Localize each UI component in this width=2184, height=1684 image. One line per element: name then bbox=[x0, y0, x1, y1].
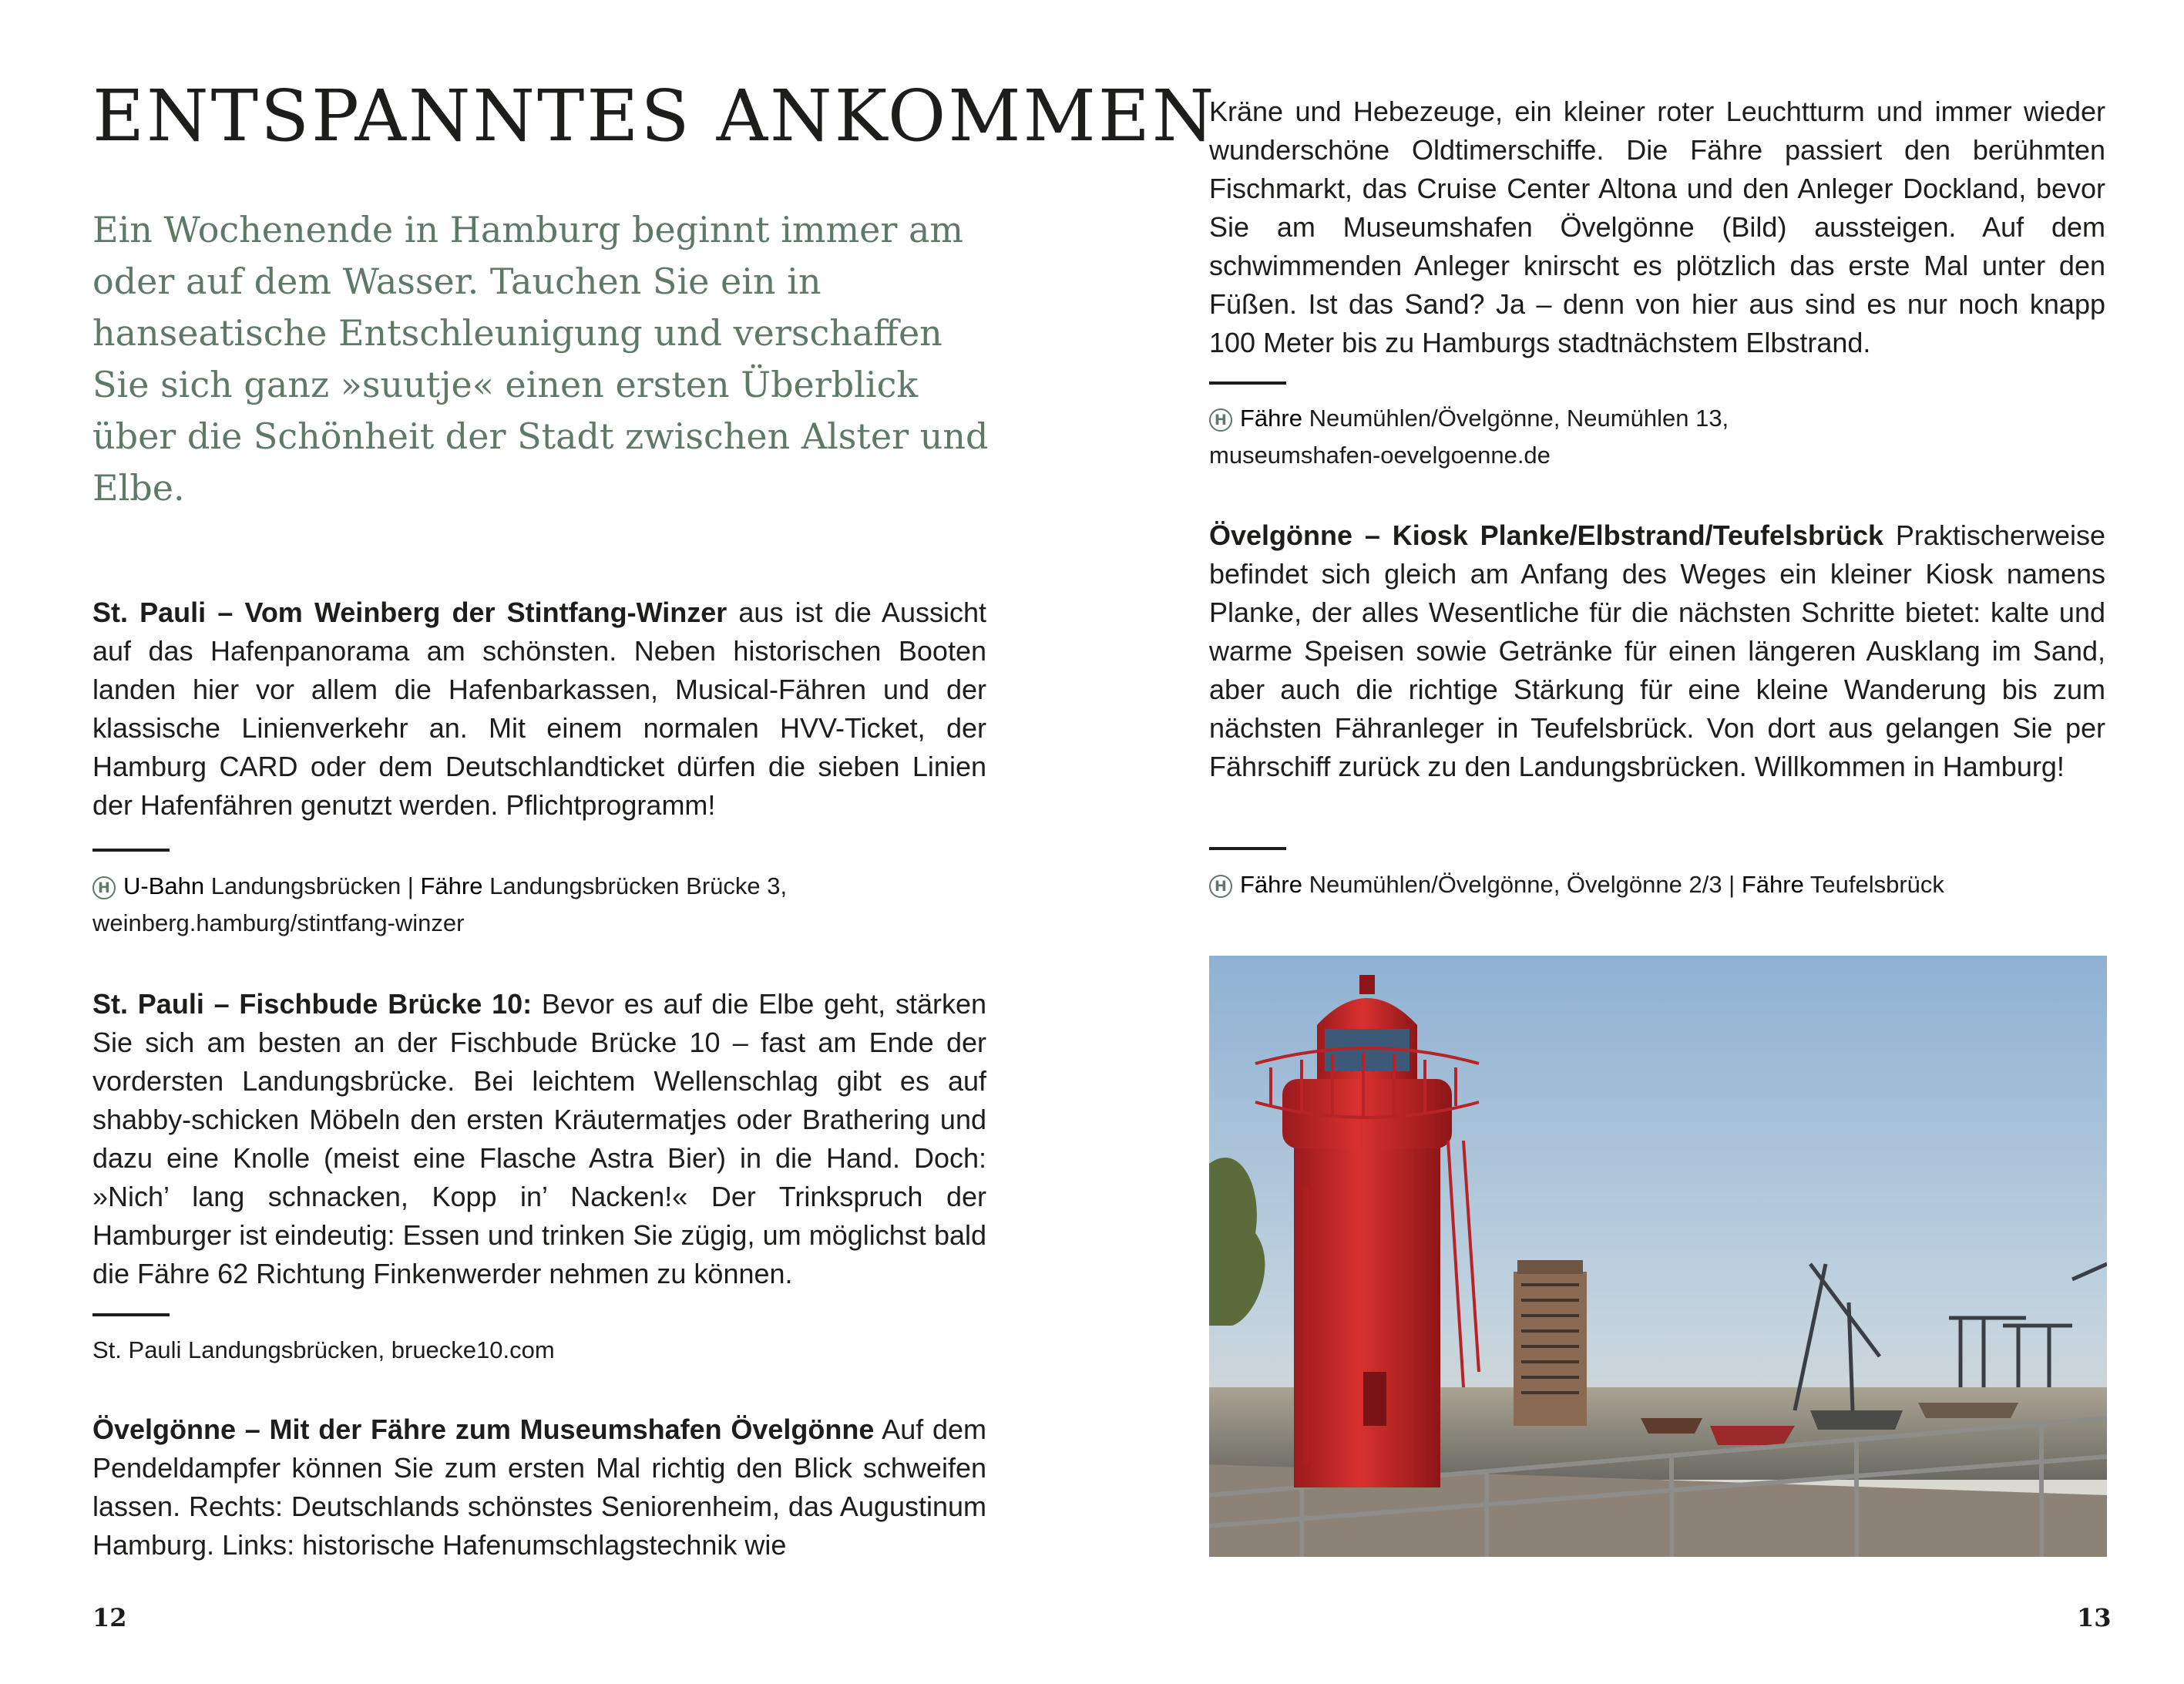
info-text: Landungsbrücken Brücke 3, bbox=[482, 872, 788, 899]
transit-h-icon: H bbox=[1209, 875, 1232, 898]
info-label-faehre: Fähre bbox=[1240, 871, 1302, 898]
section-weinberg-info bbox=[92, 868, 986, 942]
section-weinberg-text bbox=[92, 593, 986, 825]
section-faehre bbox=[92, 1410, 986, 1565]
section-fischbude-text bbox=[92, 985, 986, 1293]
info-label-faehre: Fähre bbox=[1741, 871, 1804, 898]
section-kiosk-body: Praktischerweise befindet sich gleich am Anfang des Weges ein kleiner Kiosk namens Planke, der alles Wesentliche für die nächsten Schritte bietet: kalte und warme Speisen sowie Getränke für einen längeren Ausklang im Sand, aber auch die richtige Stärkung für eine kleine Wanderung bis zum nächsten Fähranleger in Teufelsbrück. Von dort aus gelangen Sie per Fährschiff zurück zu den Landungsbrücken. Willkommen in Hamburg! bbox=[1209, 519, 2105, 782]
page-number-right: 13 bbox=[2077, 1603, 2112, 1632]
chapter-title: ENTSPANNTES ANKOMMEN bbox=[92, 75, 1217, 157]
section-kiosk bbox=[1209, 516, 2105, 786]
info-label-faehre: Fähre bbox=[420, 872, 483, 899]
info-text: Neumühlen/Övelgönne, Neumühlen 13, bbox=[1302, 405, 1729, 432]
info-label-ubahn: U-Bahn bbox=[123, 872, 205, 899]
divider-rule bbox=[1209, 382, 1286, 385]
section-weinberg bbox=[92, 593, 986, 825]
section-faehre-continued bbox=[1209, 92, 2105, 362]
divider-rule bbox=[1209, 847, 1286, 850]
section-fischbude-body: Bevor es auf die Elbe geht, stärken Sie sich am besten an der Fischbude Brücke 10 – fast am Ende der vordersten Landungsbrücke. Bei leichtem Wellenschlag gibt es auf shabby-schicken Möbeln den ersten Kräutermatjes oder Brathering und dazu eine Knolle (meist eine Flasche Astra Bier) in die Hand. Doch: »Nich’ lang schnacken, Kopp in’ Nacken!« Der Trinkspruch der Hamburger ist eindeutig: Essen und trinken Sie zügig, um möglichst bald die Fähre 62 Richtung Finkenwerder nehmen zu können. bbox=[92, 988, 986, 1289]
lighthouse-photo bbox=[1209, 956, 2107, 1557]
divider-rule bbox=[92, 1313, 170, 1316]
section-faehre-text bbox=[92, 1410, 986, 1565]
page-number-left: 12 bbox=[92, 1603, 127, 1632]
transit-h-icon: H bbox=[1209, 408, 1232, 432]
section-fischbude-heading: St. Pauli – Fischbude Brücke 10: bbox=[92, 988, 533, 1020]
info-text: Neumühlen/Övelgönne, Övelgönne 2/3 | bbox=[1302, 871, 1742, 898]
section-faehre-body: Auf dem Pendeldampfer können Sie zum ersten Mal richtig den Blick schweifen lassen. Rechts: Deutschlands schönstes Seniorenheim, das Augustinum Hamburg. Links: historische Hafenumschlagstechnik wie bbox=[92, 1413, 986, 1561]
right-page bbox=[1092, 0, 2184, 1684]
section-fischbude-info: St. Pauli Landungsbrücken, bruecke10.com bbox=[92, 1336, 555, 1363]
transit-h-icon: H bbox=[92, 876, 116, 899]
section-weinberg-heading: St. Pauli – Vom Weinberg der Stintfang-Winzer bbox=[92, 597, 727, 628]
info-link[interactable]: weinberg.hamburg/stintfang-winzer bbox=[92, 909, 465, 936]
info-link[interactable]: museumshafen-oevelgoenne.de bbox=[1209, 442, 1551, 469]
lighthouse-photo-illustration bbox=[1209, 956, 2107, 1557]
divider-rule bbox=[92, 849, 170, 852]
section-kiosk-info bbox=[1209, 866, 2105, 903]
section-kiosk-heading: Övelgönne – Kiosk Planke/Elbstrand/Teufelsbrück bbox=[1209, 519, 1884, 551]
info-text: Landungsbrücken | bbox=[204, 872, 421, 899]
section-weinberg-body: aus ist die Aussicht auf das Hafenpanorama am schönsten. Neben historischen Booten landen hier vor allem die Hafenbarkassen, Musical-Fähren und der klassische Linienverkehr an. Mit einem normalen HVV-Ticket, der Hamburg CARD oder dem Deutschlandticket dürfen die sieben Linien der Hafenfähren genutzt werden. Pflichtprogramm! bbox=[92, 597, 986, 821]
section-faehre-info bbox=[1209, 400, 2105, 474]
info-label-faehre: Fähre bbox=[1240, 405, 1302, 432]
chapter-intro: Ein Wochenende in Hamburg beginnt immer am oder auf dem Wasser. Tauchen Sie ein in hanseatische Entschleunigung und verschaffen Sie sich ganz »suutje« einen ersten Überblick über die Schönheit der Stadt zwischen Alster und Elbe. bbox=[92, 209, 989, 509]
section-kiosk-text bbox=[1209, 516, 2105, 786]
section-fischbude bbox=[92, 985, 986, 1293]
continuation-text: Kräne und Hebezeuge, ein kleiner roter Leuchtturm und immer wieder wunderschöne Oldtimerschiffe. Die Fähre passiert den berühmten Fischmarkt, das Cruise Center Altona und den Anleger Dockland, bevor Sie am Museumshafen Övelgönne (Bild) aussteigen. Auf dem schwimmenden Anleger knirscht es plötzlich das erste Mal unter den Füßen. Ist das Sand? Ja – denn von hier aus sind es nur noch knapp 100 Meter bis zu Hamburgs stadtnächstem Elbstrand. bbox=[1209, 96, 2105, 358]
info-text: Teufelsbrück bbox=[1803, 871, 1944, 898]
section-faehre-heading: Övelgönne – Mit der Fähre zum Museumshafen Övelgönne bbox=[92, 1413, 875, 1445]
